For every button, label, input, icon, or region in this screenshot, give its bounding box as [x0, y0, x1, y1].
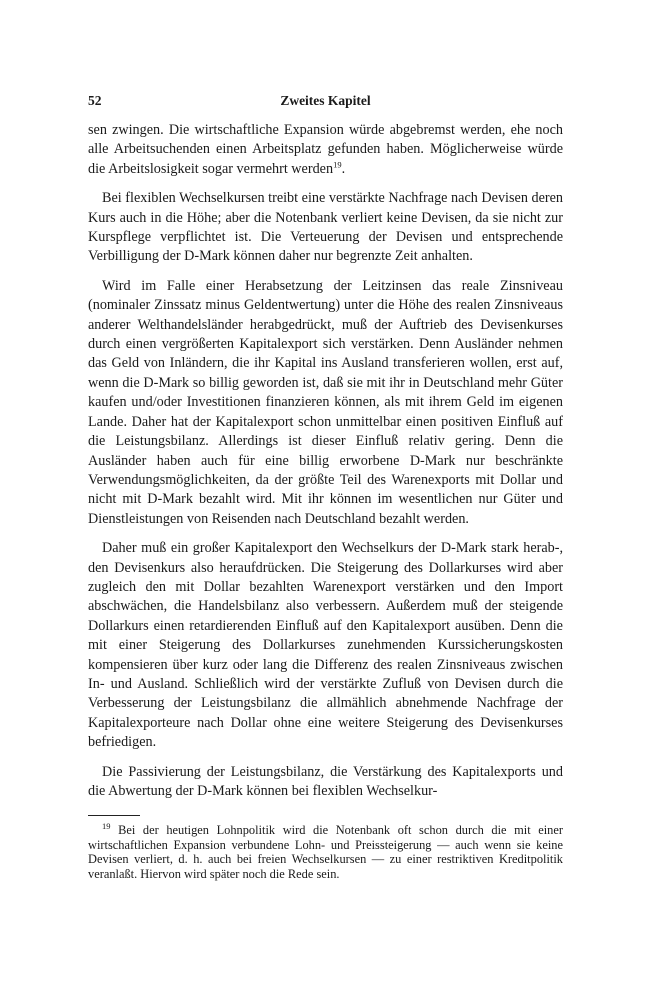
chapter-title: Zweites Kapitel [280, 93, 371, 108]
paragraph: Daher muß ein großer Kapitalexport den Wechselkurs der D-Mark stark herab-, den Devisenkurs also heraufdrücken. Die Steigerung des Dollarkurses wird aber zugleich den mit Dollar bezahlten Warenexport verstärken und den Import abschwächen, die Handelsbilanz also verbessern. Außerdem muß der steigende Dollarkurs einen retardierenden Einfluß auf den Kapitalexport ausüben. Denn die mit einer Steigerung des Dollarkurses zunehmenden Kurssicherungskosten kompensieren über kurz oder lang die Differenz des realen Zinsniveaus zwischen In- und Ausland. Schließlich wird der verstärkte Zufluß von Devisen durch die Verbesserung der Leistungsbilanz die allmählich abnehmende Nachfrage der Kapitalexporteure nach Dollar ohne eine weitere Steigerung des Devisenkurses befriedigen. [88, 540, 563, 751]
paragraph [88, 121, 563, 179]
paragraph: Wird im Falle einer Herabsetzung der Leitzinsen das reale Zinsniveau (nominaler Zinssatz minus Geldentwertung) unter die Höhe des realen Zinsniveaus anderer Welthandelsländer herabgedrückt, muß der Auftrieb des Devisenkurses durch einen vergrößerten Kapitalexport sich verstärken. Denn Ausländer nehmen das Geld von Inländern, die ihr Kapital ins Ausland transferieren wollen, erst auf, wenn die D-Mark so billig geworden ist, daß sie mit ihr in Deutschland mehr Güter kaufen und/oder Investitionen finanzieren können, als mit ihrem Geld im eigenen Lande. Daher hat der Kapitalexport schon unmittelbar einen positiven Einfluß auf die Leistungsbilanz. Allerdings ist dieser Einfluß relativ gering. Denn die Ausländer haben auch für eine billig erworbene D-Mark nur beschränkte Verwendungsmöglichkeiten, da der größte Teil des Warenexports mit Dollar und nicht mit D-Mark bezahlt wird. Mit ihr können im wesentlichen nur Güter und Dienstleistungen von Reisenden nach Deutschland bezahlt werden. [88, 277, 563, 527]
footnote-reference: 19 [333, 159, 342, 170]
footnote-paragraph [88, 820, 563, 881]
paragraph-text-end: . [341, 160, 346, 177]
footnote [88, 820, 563, 881]
body-text [88, 121, 563, 811]
footnote-text: Bei der heutigen Lohnpolitik wird die Notenbank oft schon durch die mit einer wirtschaftlichen Expansion verbundene Lohn- und Preissteigerung — auch wenn sie keine Devisen verliert, d. h. auch bei freien Wechselkursen — zu einer restriktiven Kreditpolitik veranlaßt. Hiervon wird später noch die Rede sein. [88, 823, 563, 881]
paragraph: Bei flexiblen Wechselkursen treibt eine verstärkte Nachfrage nach Devisen deren Kurs auch in die Höhe; aber die Notenbank verliert keine Devisen, da sie nicht zur Kurspflege verpflichtet ist. Die Verteuerung der Devisen und entsprechende Verbilligung der D-Mark können daher nur begrenzte Zeit anhalten. [88, 190, 563, 265]
page-number: 52 [88, 93, 102, 108]
running-header [88, 93, 563, 113]
footnote-divider [88, 815, 140, 816]
footnote-marker: 19 [102, 820, 111, 831]
paragraph-text: sen zwingen. Die wirtschaftliche Expansion würde abgebremst werden, ehe noch alle Arbeitsuchenden einen Arbeitsplatz gefunden haben. Möglicherweise würde die Arbeitslosigkeit sogar vermehrt werden [88, 122, 563, 177]
paragraph: Die Passivierung der Leistungsbilanz, die Verstärkung des Kapitalexports und die Abwertung der D-Mark können bei flexiblen Wechselkur- [88, 763, 563, 799]
